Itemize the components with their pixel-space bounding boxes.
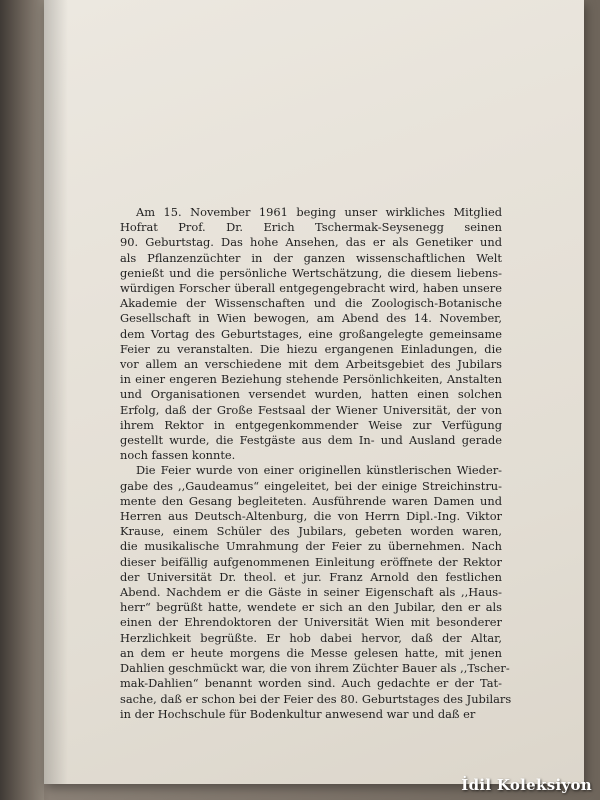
text-line: 90. Geburtstag. Das hohe Ansehen, das er als Genetiker und [120,235,502,250]
text-line: mente den Gesang begleiteten. Ausführende waren Damen und [120,493,502,508]
text-line: die musikalische Umrahmung der Feier zu übernehmen. Nach [120,539,502,554]
text-line: in einer engeren Beziehung stehende Persönlichkeiten, Anstalten [120,372,502,387]
text-line: Herren aus Deutsch-Altenburg, die von Herrn Dipl.-Ing. Viktor [120,509,502,524]
text-line: Die Feier wurde von einer originellen künstlerischen Wieder- [136,463,502,478]
text-line: einen der Ehrendoktoren der Universität Wien mit besonderer [120,615,502,630]
paragraph-2 [104,463,512,721]
text-line: mak-Dahlien“ benannt worden sind. Auch gedachte er der Tat- [120,676,502,691]
text-line: Dahlien geschmückt war, die von ihrem Züchter Bauer als ,,Tscher- [120,661,510,676]
left-page-edge [0,0,44,800]
text-line: Abend. Nachdem er die Gäste in seiner Eigenschaft als ,,Haus- [120,585,502,600]
body-text [104,205,512,722]
text-line: an dem er heute morgens die Messe gelesen hatte, mit jenen [120,645,502,660]
text-line: Feier zu veranstalten. Die hiezu ergangenen Einladungen, die [120,341,502,356]
text-line: Gesellschaft in Wien bewogen, am Abend des 14. November, [120,311,502,326]
text-line: Herzlichkeit begrüßte. Er hob dabei hervor, daß der Altar, [120,630,502,645]
text-line: herr“ begrüßt hatte, wendete er sich an den Jubilar, den er als [120,600,502,615]
text-line: genießt und die persönliche Wertschätzung, die diesem liebens- [120,265,502,280]
text-line: gestellt wurde, die Festgäste aus dem In- und Ausland gerade [120,433,502,448]
text-line: Hofrat Prof. Dr. Erich Tschermak-Seysenegg seinen [120,220,502,235]
text-line: vor allem an verschiedene mit dem Arbeitsgebiet des Jubilars [120,357,502,372]
text-line: als Pflanzenzüchter in der ganzen wissenschaftlichen Welt [120,250,502,265]
text-line: würdigen Forscher überall entgegengebracht wird, haben unsere [120,281,502,296]
text-line: und Organisationen versendet wurden, hatten einen solchen [120,387,502,402]
document-page [44,0,584,784]
text-line: sache, daß er schon bei der Feier des 80. Geburtstages des Jubilars [120,691,512,706]
paragraph-1 [104,205,502,463]
text-line: Am 15. November 1961 beging unser wirkliches Mitglied [136,205,502,219]
text-line: der Universität Dr. theol. et jur. Franz Arnold den festlichen [120,569,502,584]
text-line: noch fassen konnte. [120,448,236,463]
text-line: ihrem Rektor in entgegenkommender Weise zur Verfügung [120,417,502,432]
text-line: Krause, einem Schüler des Jubilars, gebeten worden waren, [120,524,502,539]
text-line: dieser beifällig aufgenommenen Einleitung eröffnete der Rektor [120,554,502,569]
watermark: İdil Koleksiyon [461,776,592,794]
text-line: in der Hochschule für Bodenkultur anwesend war und daß er [120,706,476,721]
page-binding-shadow [44,0,68,784]
text-line: Akademie der Wissenschaften und die Zoologisch-Botanische [120,296,502,311]
text-line: dem Vortag des Geburtstages, eine großangelegte gemeinsame [120,326,502,341]
text-line: gabe des ,,Gaudeamus“ eingeleitet, bei der einige Streichinstru- [120,478,502,493]
text-line: Erfolg, daß der Große Festsaal der Wiener Universität, der von [120,402,502,417]
